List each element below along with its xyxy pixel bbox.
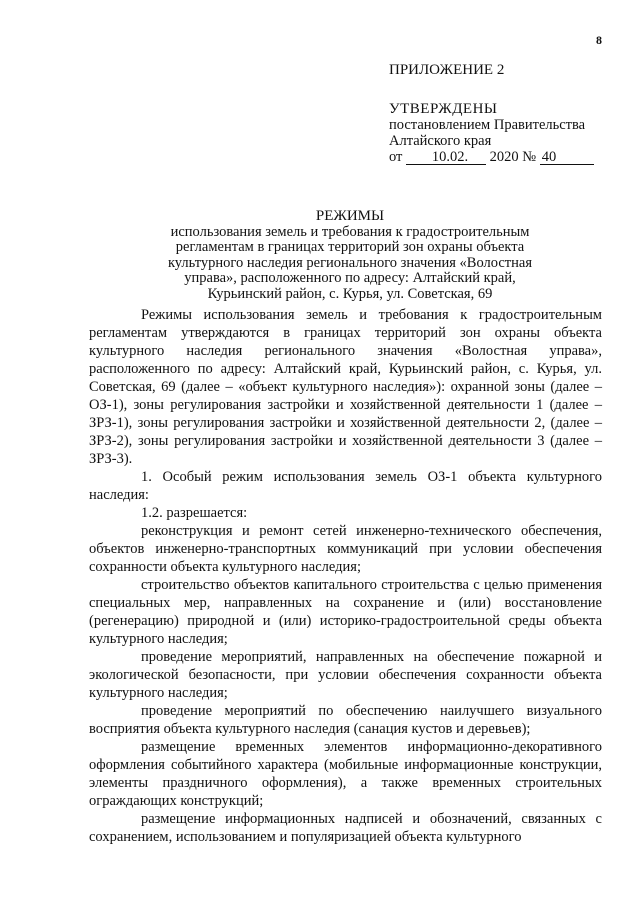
decree-number: 40 [540,150,594,165]
list-item: проведение мероприятий по обеспечению наилучшего визуального восприятия объекта культурного наследия (санация кустов и деревьев); [89,703,602,737]
approved-by-line-2: Алтайского края [389,133,492,149]
list-item: размещение информационных надписей и обозначений, связанных с сохранением, использованием и популяризацией объекта культурного [89,811,602,845]
list-item: реконструкция и ремонт сетей инженерно-технического обеспечения, объектов инженерно-транспортных коммуникаций при условии обеспечения сохранности объекта культурного наследия; [89,523,602,575]
body-paragraph: Режимы использования земель и требования к градостроительным регламентам утверждаются в границах территорий зон охраны объекта культурного наследия регионального значения «Волостная управа», расположенного по адресу: Алтайский край, Курьинский район, с. Курья, ул. Советская, 69 (далее – «объект культурного наследия»): охранной зоны (далее – ОЗ-1), зоны регулирования застройки и хозяйственной деятельности 1 (далее – ЗРЗ-1), зоны регулирования застройки и хозяйственной деятельности 2, (далее – ЗРЗ-2), зоны регулирования застройки и хозяйственной деятельности 3 (далее – ЗРЗ-3). [89,307,602,467]
date-prefix: от [389,149,403,165]
list-item: строительство объектов капитального строительства с целью применения специальных мер, направленных на сохранение и (или) восстановление (регенерацию) природной и (или) историко-градостроительной среды объекта культурного наследия; [89,577,602,647]
subtitle-line: культурного наследия регионального значения «Волостная [167,254,533,271]
document-title-block [130,209,570,302]
appendix-label: ПРИЛОЖЕНИЕ 2 [389,62,505,78]
subtitle-line: использования земель и требования к градостроительным [170,223,530,240]
list-item: проведение мероприятий, направленных на обеспечение пожарной и экологической безопасности, при условии обеспечения сохранности объекта культурного наследия; [89,649,602,701]
document-body [89,306,602,846]
number-sign: № [522,149,537,165]
subtitle-line: Курьинский район, с. Курья, ул. Советская, 69 [207,285,493,302]
page-number: 8 [596,33,602,47]
section-heading: 1. Особый режим использования земель ОЗ-1 объекта культурного наследия: [89,469,602,503]
document-title: РЕЖИМЫ [315,208,385,224]
subsection-heading: 1.2. разрешается: [141,505,248,521]
subtitle-line: регламентам в границах территорий зон охраны объекта [175,239,525,255]
approved-label: УТВЕРЖДЕНЫ [389,101,498,117]
decree-date: 10.02. [406,150,486,165]
approval-header [389,62,619,165]
decree-year: 2020 [489,149,519,165]
subtitle-line: управа», расположенного по адресу: Алтайский край, [184,270,516,286]
list-item: размещение временных элементов информационно-декоративного оформления событийного характера (мобильные информационные конструкции, элементы праздничного оформления), а также временных строительных ограждающих конструкций; [89,739,602,809]
approved-by-line-1: постановлением Правительства [389,117,586,133]
decree-date-line [389,149,619,165]
